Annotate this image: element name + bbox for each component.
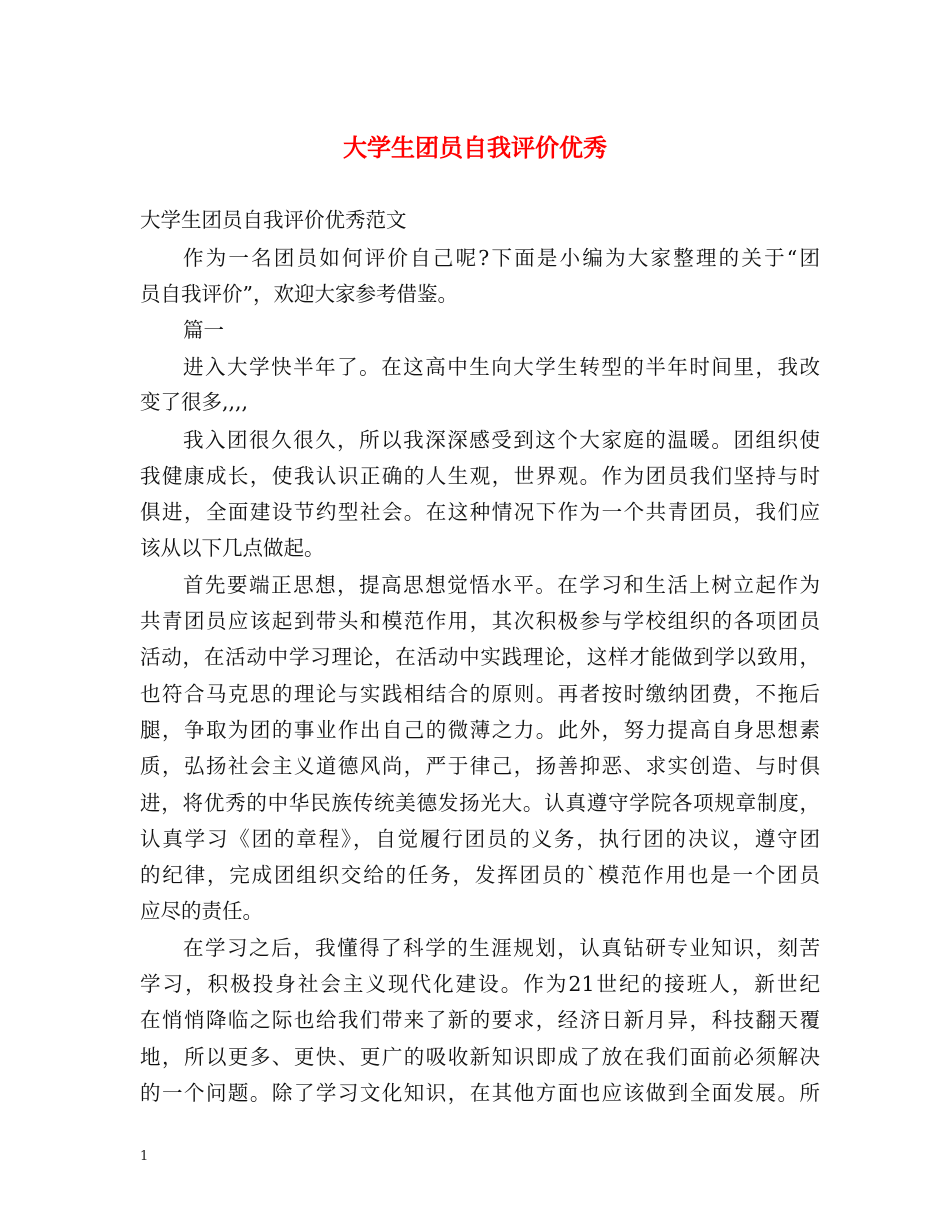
- paragraph-line: 质，弘扬社会主义道德风尚，严于律己，扬善抑恶、求实创造、与时俱: [140, 754, 820, 778]
- paragraph-line: 该从以下几点做起。: [140, 536, 325, 560]
- paragraph-line: 我健康成长，使我认识正确的人生观，世界观。作为团员我们坚持与时: [140, 464, 820, 488]
- paragraph-line: 也符合马克思的理论与实践相结合的原则。再者按时缴纳团费，不拖后: [140, 682, 820, 706]
- doc-subtitle-line: 大学生团员自我评价优秀范文: [140, 208, 407, 232]
- paragraph-line: 首先要端正思想，提高思想觉悟水平。在学习和生活上树立起作为: [183, 573, 820, 597]
- paragraph-line: 应尽的责任。: [140, 899, 263, 923]
- paragraph-line: 的纪律，完成团组织交给的任务，发挥团员的`模范作用也是一个团员: [140, 863, 820, 887]
- paragraph-line: 我入团很久很久，所以我深深感受到这个大家庭的温暖。团组织使: [183, 428, 820, 452]
- paragraph-line: 学习，积极投身社会主义现代化建设。作为21世纪的接班人，新世纪: [140, 972, 820, 996]
- paragraph-line: 活动，在活动中学习理论，在活动中实践理论，这样才能做到学以致用，: [140, 645, 820, 669]
- paragraph-line: 在学习之后，我懂得了科学的生涯规划，认真钻研专业知识，刻苦: [183, 936, 820, 960]
- paragraph-line: 认真学习《团的章程》，自觉履行团员的义务，执行团的决议，遵守团: [140, 827, 820, 851]
- paragraph-line: 的一个问题。除了学习文化知识，在其他方面也应该做到全面发展。所: [140, 1081, 820, 1105]
- page-number: 1: [140, 1149, 149, 1164]
- document-title: 大学生团员自我评价优秀: [343, 133, 607, 162]
- paragraph-line: 作为一名团员如何评价自己呢?下面是小编为大家整理的关于“团: [183, 246, 820, 270]
- paragraph-line: 员自我评价”，欢迎大家参考借鉴。: [140, 282, 458, 306]
- paragraph-line: 进，将优秀的中华民族传统美德发扬光大。认真遵守学院各项规章制度，: [140, 791, 820, 815]
- paragraph-line: 在悄悄降临之际也给我们带来了新的要求，经济日新月异，科技翻天覆: [140, 1008, 820, 1032]
- paragraph-line: 地，所以更多、更快、更广的吸收新知识即成了放在我们面前必须解决: [140, 1045, 820, 1069]
- paragraph-line: 腿，争取为团的事业作出自己的微薄之力。此外，努力提高自身思想素: [140, 718, 820, 742]
- paragraph-line: 变了很多,,,,: [140, 390, 249, 414]
- paragraph-line: 俱进，全面建设节约型社会。在这种情况下作为一个共青团员，我们应: [140, 500, 820, 524]
- section-heading-line: 篇一: [183, 318, 224, 342]
- paragraph-line: 共青团员应该起到带头和模范作用，其次积极参与学校组织的各项团员: [140, 609, 820, 633]
- paragraph-line: 进入大学快半年了。在这高中生向大学生转型的半年时间里，我改: [183, 355, 820, 379]
